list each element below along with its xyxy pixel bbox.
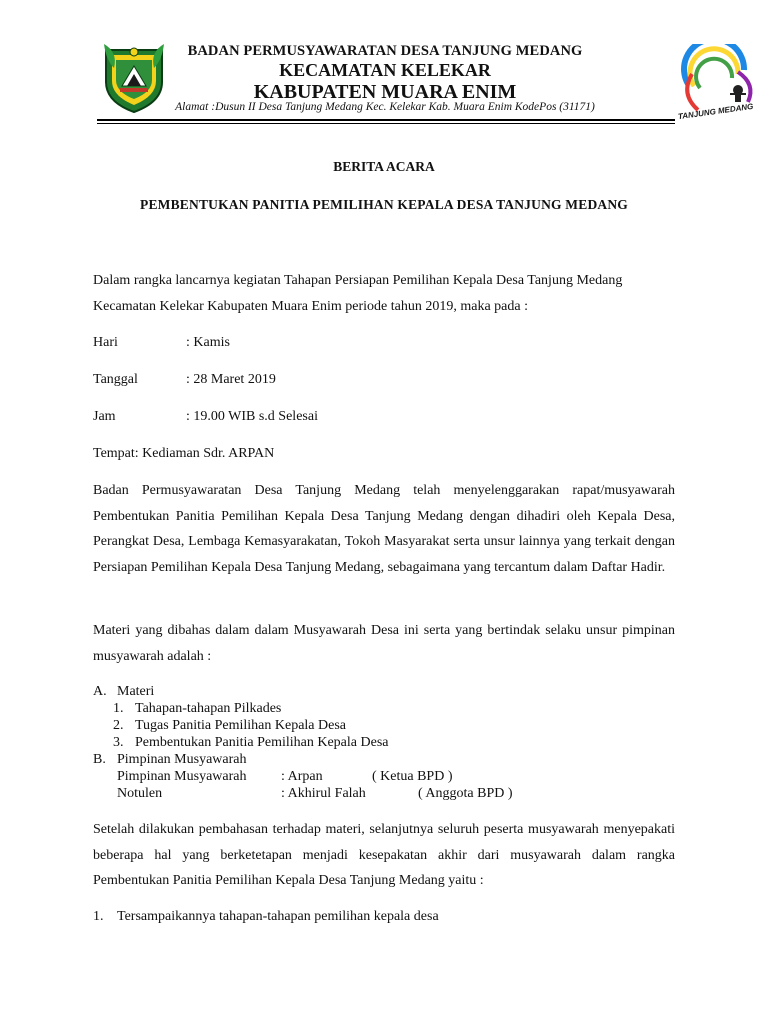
- list-item: [93, 785, 675, 802]
- detail-row-day: [93, 334, 675, 352]
- detail-label: Hari: [93, 335, 118, 350]
- list-number: 1.: [113, 701, 124, 716]
- list-item: [93, 734, 675, 751]
- list-marker: A.: [93, 684, 107, 699]
- list-text: Tersampaikannya tahapan-tahapan pemilihan kepala desa: [117, 909, 439, 924]
- role-position: ( Ketua BPD ): [372, 769, 453, 784]
- regency-emblem-logo: [100, 42, 168, 114]
- agenda-list: [93, 683, 675, 802]
- letterhead-line-2: KECAMATAN KELEKAR: [279, 60, 491, 80]
- list-text: Tahapan-tahapan Pilkades: [135, 701, 282, 716]
- detail-label: Jam: [93, 409, 116, 424]
- letterhead-rule-thick: [97, 119, 675, 121]
- section-heading: Pimpinan Musyawarah: [117, 752, 247, 767]
- detail-label: Tanggal: [93, 372, 138, 387]
- paragraph-3: Materi yang dibahas dalam dalam Musyawarah Desa ini serta yang bertindak selaku unsur pimpinan musyawarah adalah :: [93, 623, 675, 664]
- document-subtitle: PEMBENTUKAN PANITIA PEMILIHAN KEPALA DESA TANJUNG MEDANG: [140, 197, 628, 212]
- list-item: [93, 700, 675, 717]
- section-heading: Materi: [117, 684, 155, 699]
- list-item: [93, 683, 675, 700]
- village-swirl-logo: [672, 44, 764, 122]
- detail-value: : 28 Maret 2019: [186, 372, 276, 387]
- list-text: Pembentukan Panitia Pemilihan Kepala Desa: [135, 735, 389, 750]
- detail-row-date: [93, 371, 675, 389]
- letterhead-address: Alamat :Dusun II Desa Tanjung Medang Kec. Kelekar Kab. Muara Enim KodePos (31171): [175, 101, 595, 113]
- letterhead-line-3: KABUPATEN MUARA ENIM: [253, 81, 517, 103]
- list-item: [93, 751, 675, 768]
- letterhead-rule-thin: [97, 123, 675, 124]
- logo-text: TANJUNG MEDANG: [677, 101, 754, 122]
- role-name: : Arpan: [281, 769, 323, 784]
- role-name: : Akhirul Falah: [281, 786, 366, 801]
- detail-row-time: [93, 408, 675, 426]
- list-number: 3.: [113, 735, 124, 750]
- paragraph-4: Setelah dilakukan pembahasan terhadap materi, selanjutnya seluruh peserta musyawarah menyepakati beberapa hal yang berketetapan menjadi kesepakatan akhir dari musyawarah dalam rangka Pembentukan Panitia Pemilihan Kepala Desa Tanjung Medang yaitu :: [93, 822, 675, 888]
- role-label: Notulen: [117, 786, 163, 801]
- list-text: Tugas Panitia Pemilihan Kepala Desa: [135, 718, 347, 733]
- document-title: BERITA ACARA: [333, 159, 435, 174]
- list-number: 2.: [113, 718, 124, 733]
- meeting-place: Tempat: Kediaman Sdr. ARPAN: [93, 446, 275, 461]
- list-marker: B.: [93, 752, 106, 767]
- detail-value: : Kamis: [186, 335, 230, 350]
- list-number: 1.: [93, 909, 104, 924]
- letterhead-line-1: BADAN PERMUSYAWARATAN DESA TANJUNG MEDANG: [187, 43, 583, 59]
- role-position: ( Anggota BPD ): [418, 786, 513, 801]
- role-label: Pimpinan Musyawarah: [117, 769, 247, 784]
- paragraph-2: Badan Permusyawaratan Desa Tanjung Medang telah menyelenggarakan rapat/musyawarah Pembentukan Panitia Pemilihan Kepala Desa Tanjung Medang dengan dihadiri oleh Kepala Desa, Perangkat Desa, Lembaga Kemasyarakatan, Tokoh Masyarakat serta unsur lainnya yang terkait dengan Persiapan Pemilihan Kepala Desa Tanjung Medang, sebagaimana yang tercantum dalam Daftar Hadir.: [93, 483, 675, 575]
- list-item: [93, 717, 675, 734]
- list-item: [93, 768, 675, 785]
- detail-value: : 19.00 WIB s.d Selesai: [186, 409, 318, 424]
- intro-paragraph: Dalam rangka lancarnya kegiatan Tahapan Persiapan Pemilihan Kepala Desa Tanjung Medang Kecamatan Kelekar Kabupaten Muara Enim periode tahun 2019, maka pada :: [93, 273, 623, 314]
